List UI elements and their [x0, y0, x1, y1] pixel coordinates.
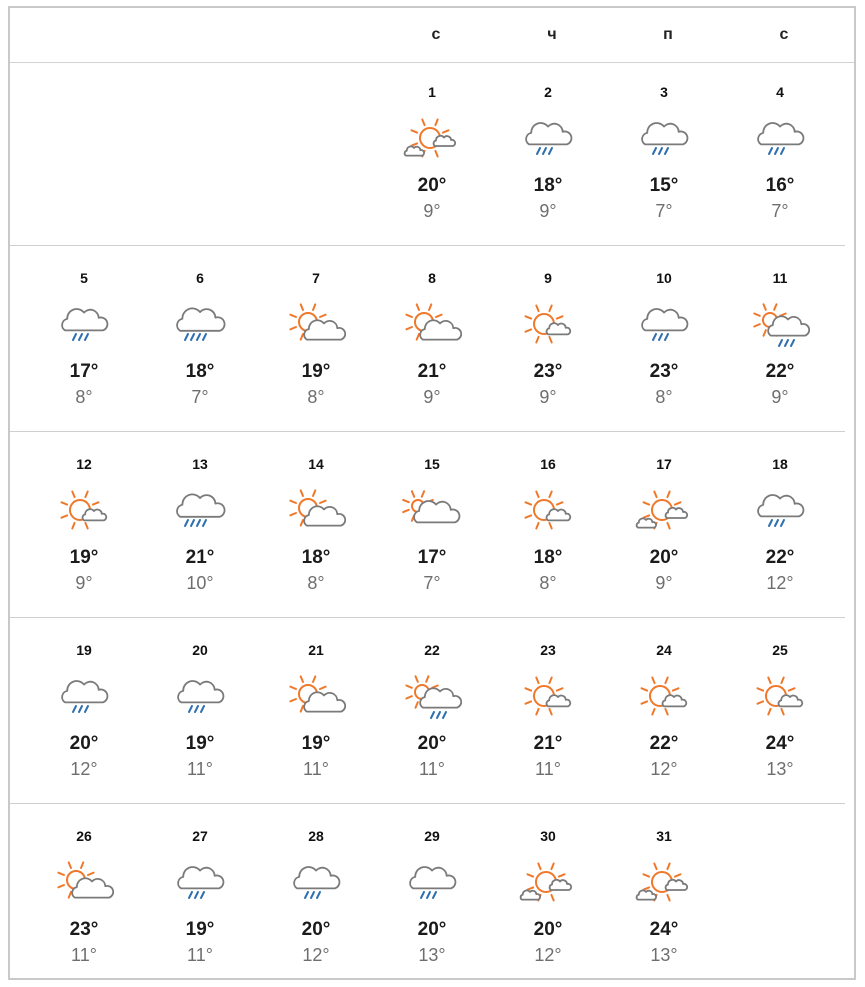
- day-number: 9: [544, 270, 552, 286]
- sun-small-cloud-icon: [518, 300, 578, 352]
- cloud-sun-peek-icon: [402, 486, 462, 538]
- day-cell[interactable]: [722, 62, 838, 230]
- weekday-header-sat: п: [663, 26, 673, 43]
- low-temperature: 12°: [766, 573, 794, 593]
- high-temperature: 20°: [301, 919, 331, 940]
- day-cell[interactable]: [374, 62, 490, 230]
- sun-cloud-small-icon: [634, 858, 694, 910]
- cloud-rain-icon: [170, 858, 230, 910]
- day-number: 20: [192, 642, 208, 658]
- day-cell[interactable]: [142, 434, 258, 602]
- high-temperature: 20°: [417, 733, 447, 754]
- cloud-rain-icon: [750, 486, 810, 538]
- low-temperature: 13°: [418, 945, 446, 965]
- cloud-rain-icon: [634, 300, 694, 352]
- low-temperature: 11°: [535, 759, 561, 779]
- weekday-header-thu: с: [431, 26, 441, 43]
- high-temperature: 18°: [301, 547, 331, 568]
- low-temperature: 9°: [539, 201, 557, 221]
- day-cell[interactable]: [490, 434, 606, 602]
- low-temperature: 11°: [187, 759, 213, 779]
- day-cell[interactable]: [258, 806, 374, 974]
- cloud-heavy-rain-icon: [170, 300, 230, 352]
- high-temperature: 17°: [69, 361, 99, 382]
- day-cell[interactable]: [26, 248, 142, 416]
- day-cell[interactable]: [258, 248, 374, 416]
- low-temperature: 9°: [75, 573, 93, 593]
- day-cell[interactable]: [258, 434, 374, 602]
- day-cell[interactable]: [374, 806, 490, 974]
- day-number: 25: [772, 642, 788, 658]
- high-temperature: 20°: [417, 175, 447, 196]
- high-temperature: 15°: [649, 175, 679, 196]
- low-temperature: 11°: [71, 945, 97, 965]
- sun-cloud-rain-icon: [402, 672, 462, 724]
- low-temperature: 7°: [423, 573, 441, 593]
- day-number: 8: [428, 270, 436, 286]
- cloud-rain-icon: [518, 114, 578, 166]
- high-temperature: 19°: [69, 547, 99, 568]
- high-temperature: 21°: [417, 361, 447, 382]
- low-temperature: 11°: [303, 759, 329, 779]
- low-temperature: 9°: [423, 201, 441, 221]
- day-number: 30: [540, 828, 556, 844]
- day-cell[interactable]: [722, 434, 838, 602]
- low-temperature: 12°: [70, 759, 98, 779]
- low-temperature: 8°: [307, 573, 325, 593]
- high-temperature: 20°: [69, 733, 99, 754]
- high-temperature: 18°: [533, 175, 563, 196]
- day-cell[interactable]: [722, 620, 838, 788]
- high-temperature: 21°: [185, 547, 215, 568]
- low-temperature: 13°: [766, 759, 794, 779]
- sun-behind-cloud-icon: [286, 486, 346, 538]
- day-number: 5: [80, 270, 88, 286]
- day-number: 7: [312, 270, 320, 286]
- high-temperature: 19°: [301, 361, 331, 382]
- day-cell[interactable]: [26, 806, 142, 974]
- day-number: 29: [424, 828, 440, 844]
- day-cell[interactable]: [606, 248, 722, 416]
- cloud-rain-icon: [54, 672, 114, 724]
- day-cell[interactable]: [490, 248, 606, 416]
- low-temperature: 9°: [771, 387, 789, 407]
- sun-small-cloud-icon: [518, 672, 578, 724]
- day-number: 31: [656, 828, 672, 844]
- low-temperature: 11°: [187, 945, 213, 965]
- day-cell[interactable]: [606, 62, 722, 230]
- high-temperature: 22°: [765, 547, 795, 568]
- day-number: 4: [776, 84, 784, 100]
- sun-behind-cloud-icon: [54, 858, 114, 910]
- day-cell[interactable]: [722, 248, 838, 416]
- sun-behind-cloud-icon: [286, 672, 346, 724]
- low-temperature: 8°: [539, 573, 557, 593]
- high-temperature: 24°: [765, 733, 795, 754]
- day-number: 16: [540, 456, 556, 472]
- high-temperature: 20°: [417, 919, 447, 940]
- weekday-header: [10, 8, 854, 63]
- day-number: 18: [772, 456, 788, 472]
- low-temperature: 13°: [650, 945, 678, 965]
- week-divider: [10, 245, 845, 246]
- day-cell[interactable]: [374, 248, 490, 416]
- high-temperature: 17°: [417, 547, 447, 568]
- sun-cloud-small-icon: [634, 486, 694, 538]
- high-temperature: 18°: [533, 547, 563, 568]
- day-cell[interactable]: [26, 620, 142, 788]
- low-temperature: 7°: [191, 387, 209, 407]
- low-temperature: 12°: [534, 945, 562, 965]
- day-number: 12: [76, 456, 92, 472]
- high-temperature: 18°: [185, 361, 215, 382]
- low-temperature: 7°: [771, 201, 789, 221]
- day-number: 3: [660, 84, 668, 100]
- low-temperature: 8°: [307, 387, 325, 407]
- day-cell[interactable]: [374, 434, 490, 602]
- day-cell[interactable]: [490, 806, 606, 974]
- low-temperature: 12°: [302, 945, 330, 965]
- day-cell[interactable]: [490, 620, 606, 788]
- cloud-rain-icon: [286, 858, 346, 910]
- day-cell[interactable]: [142, 248, 258, 416]
- sun-small-cloud-icon: [750, 672, 810, 724]
- sun-behind-cloud-icon: [286, 300, 346, 352]
- day-number: 19: [76, 642, 92, 658]
- day-number: 15: [424, 456, 440, 472]
- sun-cloud-small-icon: [402, 114, 462, 166]
- sun-behind-cloud-icon: [402, 300, 462, 352]
- week-divider: [10, 617, 845, 618]
- high-temperature: 23°: [649, 361, 679, 382]
- day-number: 26: [76, 828, 92, 844]
- weekday-header-fri: ч: [547, 26, 557, 43]
- high-temperature: 19°: [185, 919, 215, 940]
- low-temperature: 9°: [539, 387, 557, 407]
- day-cell[interactable]: [142, 620, 258, 788]
- week-divider: [10, 803, 845, 804]
- day-number: 22: [424, 642, 440, 658]
- calendar-frame: [8, 6, 856, 980]
- day-number: 27: [192, 828, 208, 844]
- high-temperature: 19°: [301, 733, 331, 754]
- day-number: 11: [772, 270, 788, 286]
- cloud-rain-icon: [634, 114, 694, 166]
- day-number: 2: [544, 84, 552, 100]
- sun-small-cloud-icon: [518, 486, 578, 538]
- day-cell[interactable]: [606, 434, 722, 602]
- low-temperature: 8°: [75, 387, 93, 407]
- high-temperature: 16°: [765, 175, 795, 196]
- sun-small-cloud-icon: [54, 486, 114, 538]
- high-temperature: 20°: [649, 547, 679, 568]
- high-temperature: 23°: [69, 919, 99, 940]
- day-number: 10: [656, 270, 672, 286]
- low-temperature: 9°: [655, 573, 673, 593]
- sun-cloud-small-icon: [518, 858, 578, 910]
- high-temperature: 24°: [649, 919, 679, 940]
- day-number: 21: [308, 642, 324, 658]
- low-temperature: 12°: [650, 759, 678, 779]
- day-number: 14: [308, 456, 324, 472]
- day-number: 24: [656, 642, 672, 658]
- sun-cloud-rain-icon: [750, 300, 810, 352]
- day-cell[interactable]: [374, 620, 490, 788]
- day-cell[interactable]: [490, 62, 606, 230]
- low-temperature: 10°: [186, 573, 214, 593]
- day-number: 23: [540, 642, 556, 658]
- high-temperature: 22°: [649, 733, 679, 754]
- low-temperature: 7°: [655, 201, 673, 221]
- cloud-rain-icon: [54, 300, 114, 352]
- low-temperature: 8°: [655, 387, 673, 407]
- high-temperature: 19°: [185, 733, 215, 754]
- day-number: 28: [308, 828, 324, 844]
- day-cell[interactable]: [606, 806, 722, 974]
- cloud-rain-icon: [750, 114, 810, 166]
- day-number: 6: [196, 270, 204, 286]
- day-cell[interactable]: [26, 434, 142, 602]
- high-temperature: 21°: [533, 733, 563, 754]
- day-number: 17: [656, 456, 672, 472]
- low-temperature: 9°: [423, 387, 441, 407]
- low-temperature: 11°: [419, 759, 445, 779]
- day-cell[interactable]: [258, 620, 374, 788]
- high-temperature: 20°: [533, 919, 563, 940]
- cloud-heavy-rain-icon: [170, 486, 230, 538]
- day-number: 1: [428, 84, 436, 100]
- sun-small-cloud-icon: [634, 672, 694, 724]
- day-cell[interactable]: [142, 806, 258, 974]
- weekday-header-sun: с: [779, 26, 789, 43]
- high-temperature: 23°: [533, 361, 563, 382]
- day-cell[interactable]: [606, 620, 722, 788]
- high-temperature: 22°: [765, 361, 795, 382]
- week-divider: [10, 431, 845, 432]
- cloud-rain-icon: [170, 672, 230, 724]
- cloud-rain-icon: [402, 858, 462, 910]
- day-number: 13: [192, 456, 208, 472]
